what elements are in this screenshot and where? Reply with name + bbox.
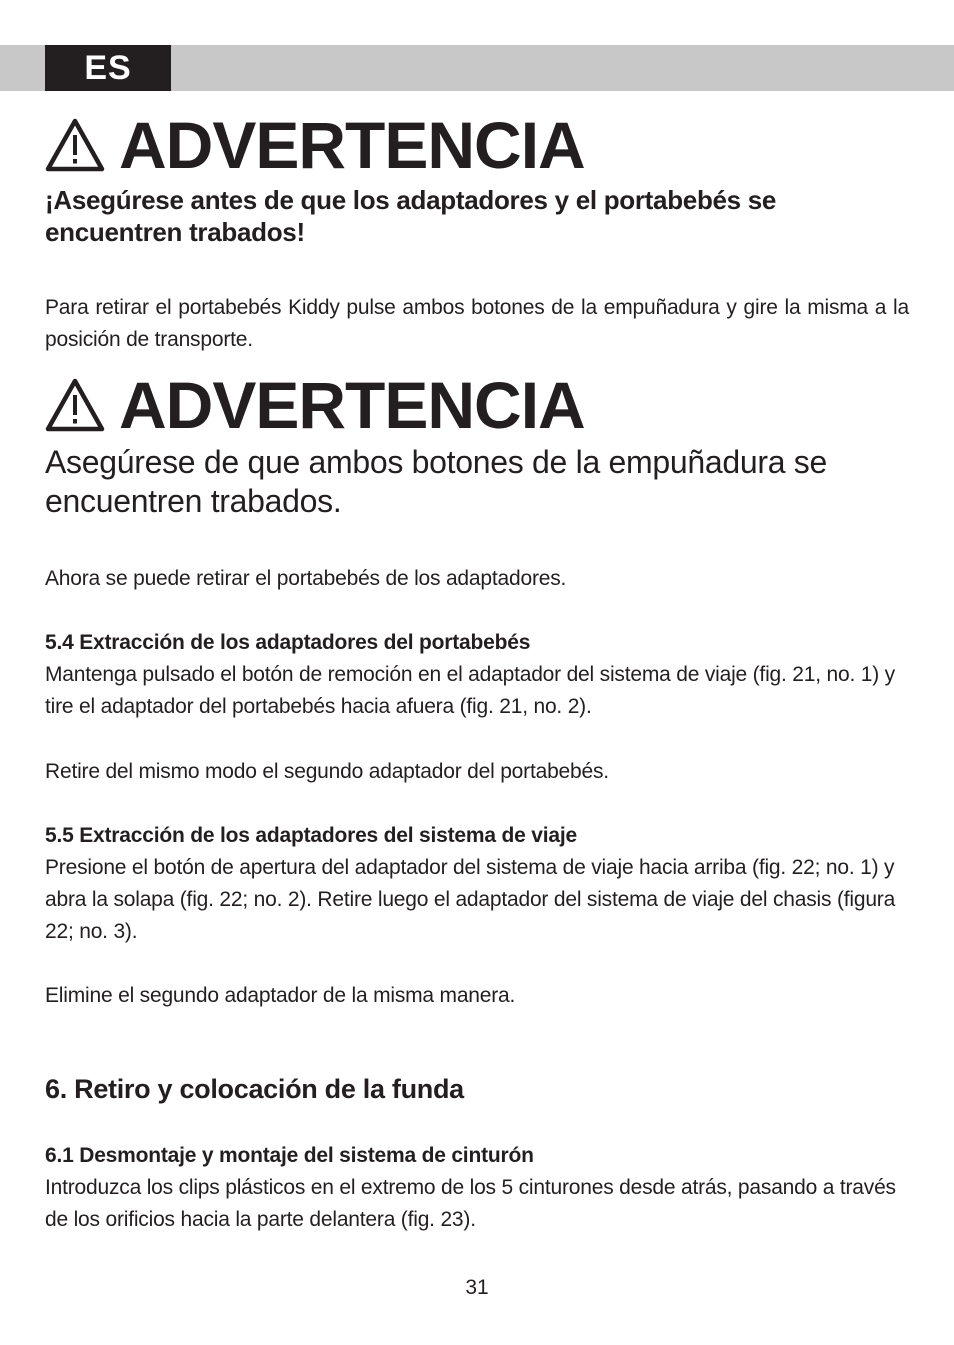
paragraph: Introduzca los clips plásticos en el extremo de los 5 cinturones desde atrás, pasando a través de los orificios hacia la parte delantera (fig. 23). xyxy=(45,1176,896,1231)
paragraph: Mantenga pulsado el botón de remoción en el adaptador del sistema de viaje (fig. 21, no. 1) y tire el adaptador del portabebés hacia afuera (fig. 21, no. 2). xyxy=(45,663,895,718)
section-heading-6: 6. Retiro y colocación de la funda xyxy=(45,1074,464,1104)
warning-heading-2 xyxy=(45,370,585,440)
page-number: 31 xyxy=(465,1276,489,1299)
section-heading-5-5: 5.5 Extracción de los adaptadores del sistema de viaje xyxy=(45,824,577,847)
paragraph: Retire del mismo modo el segundo adaptador del portabebés. xyxy=(45,760,609,783)
paragraph: Presione el botón de apertura del adaptador del sistema de viaje hacia arriba (fig. 22; no. 1) y abra la solapa (fig. 22; no. 2). Retire luego el adaptador del sistema de viaje del chasis (figura 22; no. 3). xyxy=(45,856,896,943)
language-tag: ES xyxy=(45,45,171,91)
section-heading-6-1: 6.1 Desmontaje y montaje del sistema de cinturón xyxy=(45,1144,534,1167)
warning-subtitle: Asegúrese de que ambos botones de la empuñadura se encuentren trabados. xyxy=(45,444,828,519)
warning-triangle-icon xyxy=(45,378,105,432)
warning-title: ADVERTENCIA xyxy=(119,368,585,442)
warning-subtitle: ¡Asegúrese antes de que los adaptadores y el portabebés se encuentren trabados! xyxy=(45,185,777,247)
warning-title: ADVERTENCIA xyxy=(119,108,585,182)
section-heading-5-4: 5.4 Extracción de los adaptadores del portabebés xyxy=(45,631,531,654)
paragraph: Elimine el segundo adaptador de la misma manera. xyxy=(45,984,516,1007)
warning-heading-1 xyxy=(45,110,585,180)
paragraph: Ahora se puede retirar el portabebés de los adaptadores. xyxy=(45,567,567,590)
warning-triangle-icon xyxy=(45,118,105,172)
paragraph: Para retirar el portabebés Kiddy pulse ambos botones de la empuñadura y gire la misma a la posición de transporte. xyxy=(45,296,909,351)
